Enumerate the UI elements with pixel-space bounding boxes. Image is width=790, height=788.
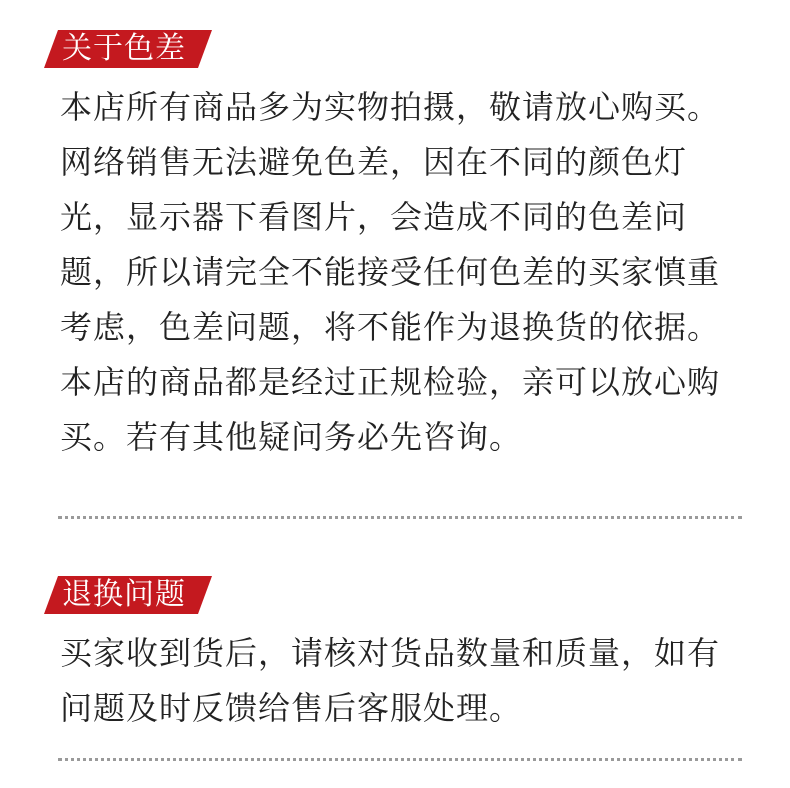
- section-body: 买家收到货后，请核对货品数量和质量，如有问题及时反馈给售后客服处理。: [60, 634, 721, 727]
- section-divider: [58, 758, 742, 761]
- section-body: 本店所有商品多为实物拍摄，敬请放心购买。网络销售无法避免色差，因在不同的颜色灯光，显示器下看图片，会造成不同的色差问题，所以请完全不能接受任何色差的买家慎重考虑，色差问题，将不能作为退换货的依据。本店的商品都是经过正规检验，亲可以放心购买。若有其他疑问务必先咨询。: [60, 88, 721, 456]
- section-title: 退换问题: [62, 577, 186, 612]
- section-title: 关于色差: [62, 31, 186, 66]
- section-divider: [58, 516, 742, 519]
- section-returns: [0, 530, 790, 788]
